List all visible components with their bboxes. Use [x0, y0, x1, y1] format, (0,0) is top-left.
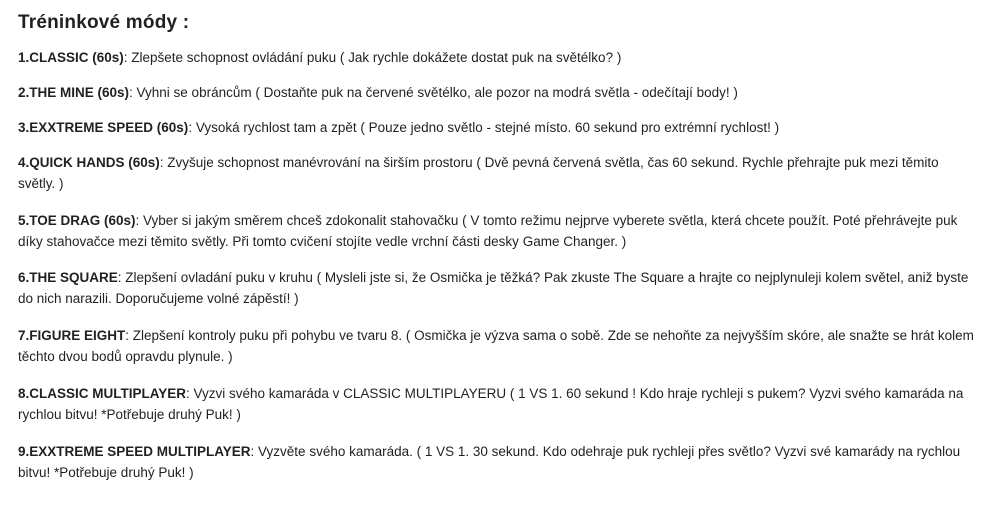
training-mode-name: 2.THE MINE (60s): [18, 84, 130, 100]
training-mode-item: [18, 442, 978, 484]
training-mode-item: [18, 83, 978, 104]
training-mode-description: : Zlepšení ovladání puku v kruhu ( Mysleli jste si, že Osmička je těžká? Pak zkuste The Square a hrajte co nejplynuleji kolem světel, aniž byste do nich narazili. Doporučujeme volné zápěstí! ): [18, 270, 969, 307]
training-mode-name: 3.EXXTREME SPEED (60s): [18, 119, 189, 135]
training-mode-name: 6.THE SQUARE: [18, 270, 118, 286]
training-mode-description: : Zvyšuje schopnost manévrování na širším prostoru ( Dvě pevná červená světla, čas 60 sekund. Rychle přehrajte puk mezi těmito světly. ): [18, 154, 939, 191]
training-mode-name: 1.CLASSIC (60s): [18, 50, 124, 65]
training-mode-description: : Zlepšete schopnost ovládání puku ( Jak rychle dokážete dostat puk na světélko? ): [123, 50, 622, 65]
training-mode-name: 9.EXXTREME SPEED MULTIPLAYER: [18, 443, 251, 459]
training-mode-item: [18, 326, 978, 368]
training-mode-item: [18, 268, 978, 310]
training-mode-description: : Vyber si jakým směrem chceš zdokonalit stahovačku ( V tomto režimu nejprve vyberete světla, která chcete použít. Poté přehrávejte puk díky stahovačce mezi těmito světly. Při tomto cvičení stojíte vedle vrchní části desky Game Changer. ): [18, 212, 958, 249]
training-mode-item: [18, 48, 978, 69]
training-mode-item: [18, 153, 978, 195]
page-title: Tréninkové módy :: [18, 12, 190, 33]
training-mode-name: 5.TOE DRAG (60s): [18, 212, 136, 228]
training-mode-description: : Vyzvi svého kamaráda v CLASSIC MULTIPLAYERU ( 1 VS 1. 60 sekund ! Kdo hraje rychleji s pukem? Vyzvi svého kamaráda na rychlou bitvu! *Potřebuje druhý Puk! ): [18, 386, 964, 423]
training-mode-item: [18, 211, 978, 253]
training-mode-name: 7.FIGURE EIGHT: [18, 328, 126, 344]
training-mode-item: [18, 384, 978, 426]
training-mode-item: [18, 118, 978, 139]
training-mode-description: : Vyzvěte svého kamaráda. ( 1 VS 1. 30 sekund. Kdo odehraje puk rychleji přes světlo? Vyzvi své kamarády na rychlou bitvu! *Potřebuje druhý Puk! ): [18, 443, 961, 480]
training-mode-description: : Vysoká rychlost tam a zpět ( Pouze jedno světlo - stejné místo. 60 sekund pro extrémní rychlost! ): [188, 119, 780, 135]
training-mode-description: : Vyhni se obráncům ( Dostaňte puk na červené světélko, ale pozor na modrá světla - odečítají body! ): [129, 84, 738, 100]
training-mode-name: 8.CLASSIC MULTIPLAYER: [18, 386, 187, 402]
training-mode-description: : Zlepšení kontroly puku při pohybu ve tvaru 8. ( Osmička je výzva sama o sobě. Zde se nehoňte za nejvyšším skóre, ale snažte se hrát kolem těchto dvou bodů opravdu plynule. ): [18, 328, 974, 365]
training-mode-name: 4.QUICK HANDS (60s): [18, 154, 160, 170]
